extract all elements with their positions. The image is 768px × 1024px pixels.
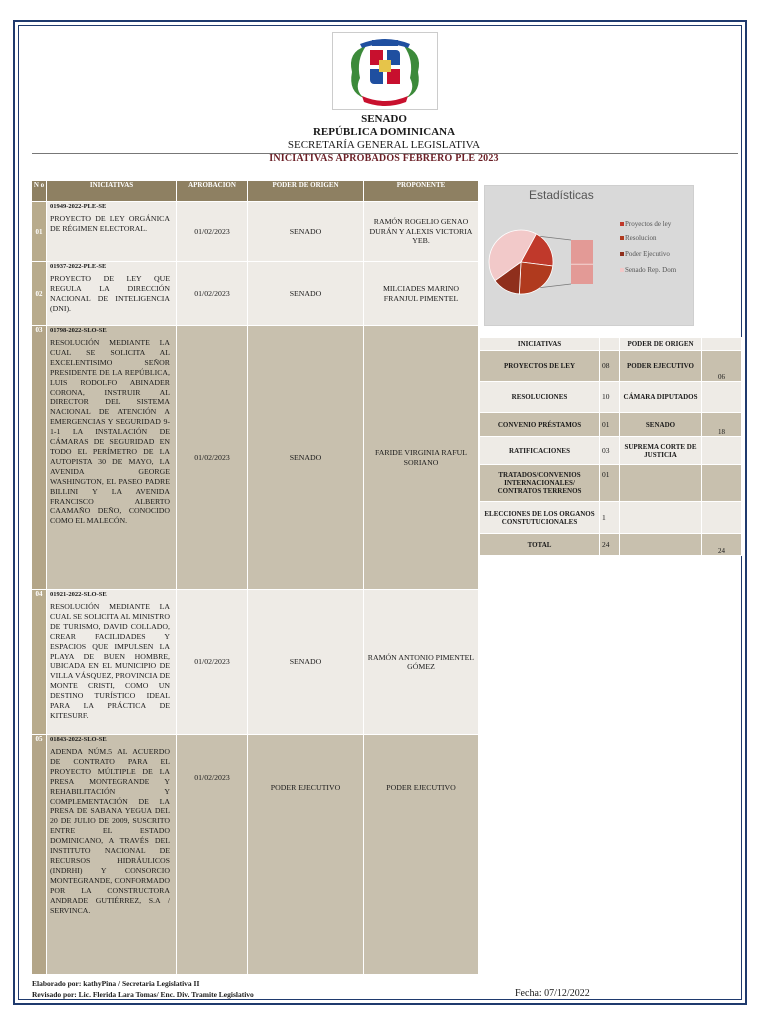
table-header-row xyxy=(32,181,479,202)
stats-origin-count: 24 xyxy=(702,534,742,556)
initiative-cell xyxy=(47,590,177,735)
proponent-text: MILCIADES MARINO FRANJUL PIMENTEL xyxy=(382,284,460,303)
table-row xyxy=(32,262,479,326)
row-number xyxy=(32,202,47,262)
proponent-text: PODER EJECUTIVO xyxy=(386,783,456,792)
initiative-code: 01949-2022-PLE-SE xyxy=(50,203,107,210)
approval-date-text: 01/02/2023 xyxy=(194,452,230,462)
col-header-iniciativas: INICIATIVAS xyxy=(47,181,177,202)
stats-origin xyxy=(620,534,702,556)
initiative-code: 01937-2022-PLE-SE xyxy=(50,263,107,270)
col-header-aprobacion: APROBACION xyxy=(177,181,248,202)
stats-origin-count: 06 xyxy=(702,351,742,382)
stats-origin xyxy=(620,502,702,534)
stats-origin: SENADO xyxy=(620,413,702,437)
row-number-text: 04 xyxy=(35,590,43,598)
proponent-text: RAMÓN ANTONIO PIMENTEL GÓMEZ xyxy=(367,652,475,671)
stats-origin-count xyxy=(702,437,742,465)
stats-origin-count: 18 xyxy=(702,413,742,437)
origin-power xyxy=(248,262,364,326)
row-number xyxy=(32,326,47,590)
stats-label: RATIFICACIONES xyxy=(480,437,600,465)
approval-date xyxy=(177,202,248,262)
legend-swatch xyxy=(620,252,624,256)
stats-label: TOTAL xyxy=(480,534,600,556)
stats-origin: PODER EJECUTIVO xyxy=(620,351,702,382)
approval-date xyxy=(177,590,248,735)
legend-label: Proyectos de ley xyxy=(625,220,672,228)
row-number-text: 03 xyxy=(35,326,43,334)
approval-date-text: 01/02/2023 xyxy=(194,657,230,667)
proponent xyxy=(364,262,479,326)
stats-count: 03 xyxy=(600,437,620,465)
approval-date-text: 01/02/2023 xyxy=(194,226,230,236)
legend-label: Poder Ejecutivo xyxy=(625,250,670,258)
stats-header-blank2 xyxy=(702,338,742,351)
stats-count: 1 xyxy=(600,502,620,534)
approval-date-text: 01/02/2023 xyxy=(194,773,230,782)
table-row xyxy=(32,326,479,590)
stats-row xyxy=(480,351,742,382)
stats-label: CONVENIO PRÉSTAMOS xyxy=(480,413,600,437)
statistics-chart xyxy=(484,185,694,326)
row-number-text: 01 xyxy=(35,227,43,236)
initiative-text: RESOLUCIÓN MEDIANTE LA CUAL SE SOLICITA AL MINISTRO DE TURISMO, DAVID COLLADO, CREAR FACILIDADES Y ESPACIOS QUE IMPULSEN LA PLAYA DE BUEN HOMBRE, UBICADA EN EL MUNICIPIO DE VILLA VÁSQUEZ, PROVINCIA DE MONTE CRISTI, COMO UN DESTINO TURÍSTICO IDEAL PARA LA PRÁCTICA DE KITESURF. xyxy=(50,602,170,720)
stats-row xyxy=(480,437,742,465)
stats-header-row xyxy=(480,338,742,351)
origin-power-text: SENADO xyxy=(289,288,322,298)
stats-origin xyxy=(620,465,702,502)
stats-origin-count xyxy=(702,382,742,413)
origin-power-text: PODER EJECUTIVO xyxy=(270,783,341,792)
stats-total-row xyxy=(480,534,742,556)
origin-power-text: SENADO xyxy=(289,226,322,236)
approval-date-text: 01/02/2023 xyxy=(194,288,230,298)
initiative-text: RESOLUCIÓN MEDIANTE LA CUAL SE SOLICITA AL EXCELENTISIMO SEÑOR PRESIDENTE DE LA REPÚBLICA, LUIS RODOLFO ABINADER CORONA, INSTRUIR AL DIRECTOR DEL SISTEMA NACIONAL DE ATENCIÓN A EMERGENCIAS Y SEGURIDAD 9-1-1 LA INSTALACIÓN DE CÁMARAS DE SEGURIDAD EN TODO EL PERÍMETRO DE LA AUTOPISTA 30 DE MAYO, LA AVENIDA GEORGE WASHINGTON, EL PASEO PADRE BILLINI Y LA AVENIDA FRANCISCO ALBERTO CAAMAÑO DEÑO, CONOCIDO COMO EL MALECÓN. xyxy=(50,338,170,526)
stats-row xyxy=(480,502,742,534)
table-row xyxy=(32,590,479,735)
legend-swatch xyxy=(620,236,624,240)
col-header-proponente: PROPONENTE xyxy=(364,181,479,202)
approval-date xyxy=(177,262,248,326)
stats-count: 24 xyxy=(600,534,620,556)
initiative-code: 01921-2022-SLO-SE xyxy=(50,591,107,598)
initiative-text: PROYECTO DE LEY QUE REGULA LA DIRECCIÓN NACIONAL DE INTELIGENCIA (DNI). xyxy=(50,274,170,313)
legend-swatch xyxy=(620,222,624,226)
proponent xyxy=(364,735,479,975)
initiative-code: 01843-2022-SLO-SE xyxy=(50,736,107,743)
coat-of-arms-seal xyxy=(332,32,438,110)
row-number xyxy=(32,735,47,975)
stats-origin-count xyxy=(702,502,742,534)
origin-power-text: SENADO xyxy=(289,657,322,667)
stats-header-poder: PODER DE ORIGEN xyxy=(620,338,702,351)
legend-label: Senado Rep. Dom xyxy=(625,266,677,274)
stats-label: TRATADOS/CONVENIOS INTERNACIONALES/ CONTRATOS TERRENOS xyxy=(480,465,600,502)
stats-row xyxy=(480,382,742,413)
initiative-cell xyxy=(47,202,177,262)
stats-origin: SUPREMA CORTE DE JUSTICIA xyxy=(620,437,702,465)
header-republica: REPÚBLICA DOMINICANA xyxy=(312,126,456,138)
header-secretaria: SECRETARÍA GENERAL LEGISLATIVA xyxy=(287,139,481,151)
proponent xyxy=(364,326,479,590)
stats-header-iniciativas: INICIATIVAS xyxy=(480,338,600,351)
pie-connector-line xyxy=(540,236,571,240)
legend-label: Resolucion xyxy=(625,234,657,242)
proponent xyxy=(364,202,479,262)
proponent xyxy=(364,590,479,735)
approval-date xyxy=(177,735,248,975)
pie-connector-line xyxy=(540,284,571,288)
legend-item xyxy=(620,250,692,258)
approval-date xyxy=(177,326,248,590)
row-number-text: 02 xyxy=(35,289,43,298)
stats-label: ELECCIONES DE LOS ORGANOS CONSTUTUCIONALES xyxy=(480,502,600,534)
proponent-text: FARIDE VIRGINIA RAFUL SORIANO xyxy=(375,448,467,467)
origin-power-text: SENADO xyxy=(289,452,322,462)
stats-count: 01 xyxy=(600,465,620,502)
pie-extension-bar xyxy=(571,240,593,284)
header-senado: SENADO xyxy=(361,113,407,125)
initiative-code: 01798-2022-SLO-SE xyxy=(50,327,107,334)
origin-power xyxy=(248,326,364,590)
table-row xyxy=(32,202,479,262)
initiative-cell xyxy=(47,326,177,590)
row-number xyxy=(32,262,47,326)
col-header-poder: PODER DE ORIGEN xyxy=(248,181,364,202)
legend-swatch xyxy=(620,268,624,272)
stats-origin-count xyxy=(702,465,742,502)
stats-count: 01 xyxy=(600,413,620,437)
stats-header-blank xyxy=(600,338,620,351)
initiative-cell xyxy=(47,735,177,975)
stats-count: 10 xyxy=(600,382,620,413)
legend-item xyxy=(620,220,692,228)
initiative-text: PROYECTO DE LEY ORGÁNICA DE RÉGIMEN ELECTORAL. xyxy=(50,214,170,233)
stats-origin: CÁMARA DIPUTADOS xyxy=(620,382,702,413)
statistics-table xyxy=(479,337,742,556)
legend-item xyxy=(620,266,692,274)
origin-power xyxy=(248,735,364,975)
col-header-no: N o xyxy=(32,181,47,202)
table-row xyxy=(32,735,479,975)
initiative-cell xyxy=(47,262,177,326)
origin-power xyxy=(248,202,364,262)
pie-slice-1 xyxy=(519,262,552,294)
initiative-text: ADENDA NÚM.5 AL ACUERDO DE CONTRATO PARA EL PROYECTO MÚLTIPLE DE LA PRESA MONTEGRANDE Y REHABILITACIÓN Y COMPLEMENTACIÓN DE LA PRESA DE SABANA YEGUA DEL 20 DE JULIO DE 2009, SUSCRITO ENTRE EL ESTADO DOMINICANO, A TRAVÉS DEL INSTITUTO NACIONAL DE RECURSOS HIDRÁULICOS (INDRHI) Y CONSORCIO MONTEGRANDE, CONFORMADO POR LA CONSTRUCTORA ANDRADE GUTIÉRREZ, S.A / SERVINCA. xyxy=(50,747,170,915)
chart-title: Estadísticas xyxy=(529,188,594,202)
chart-legend xyxy=(620,220,692,280)
stats-label: RESOLUCIONES xyxy=(480,382,600,413)
stats-count: 08 xyxy=(600,351,620,382)
page-title: INICIATIVAS APROBADOS FEBRERO PLE 2023 xyxy=(269,153,499,164)
stats-label: PROYECTOS DE LEY xyxy=(480,351,600,382)
footer-revisado: Revisado por: Lic. Flerida Lara Tomas/ Enc. Div. Tramite Legislativo xyxy=(32,990,254,999)
initiatives-table xyxy=(31,180,479,975)
stats-row xyxy=(480,465,742,502)
stats-row xyxy=(480,413,742,437)
row-number xyxy=(32,590,47,735)
row-number-text: 05 xyxy=(35,735,43,743)
proponent-text: RAMÓN ROGELIO GENAO DURÁN Y ALEXIS VICTORIA YEB. xyxy=(369,217,473,246)
footer-elaborado: Elaborado por: kathyPina / Secretaria Legislativa II xyxy=(32,979,200,988)
legend-item xyxy=(620,234,692,242)
origin-power xyxy=(248,590,364,735)
footer-fecha: Fecha: 07/12/2022 xyxy=(515,988,590,999)
